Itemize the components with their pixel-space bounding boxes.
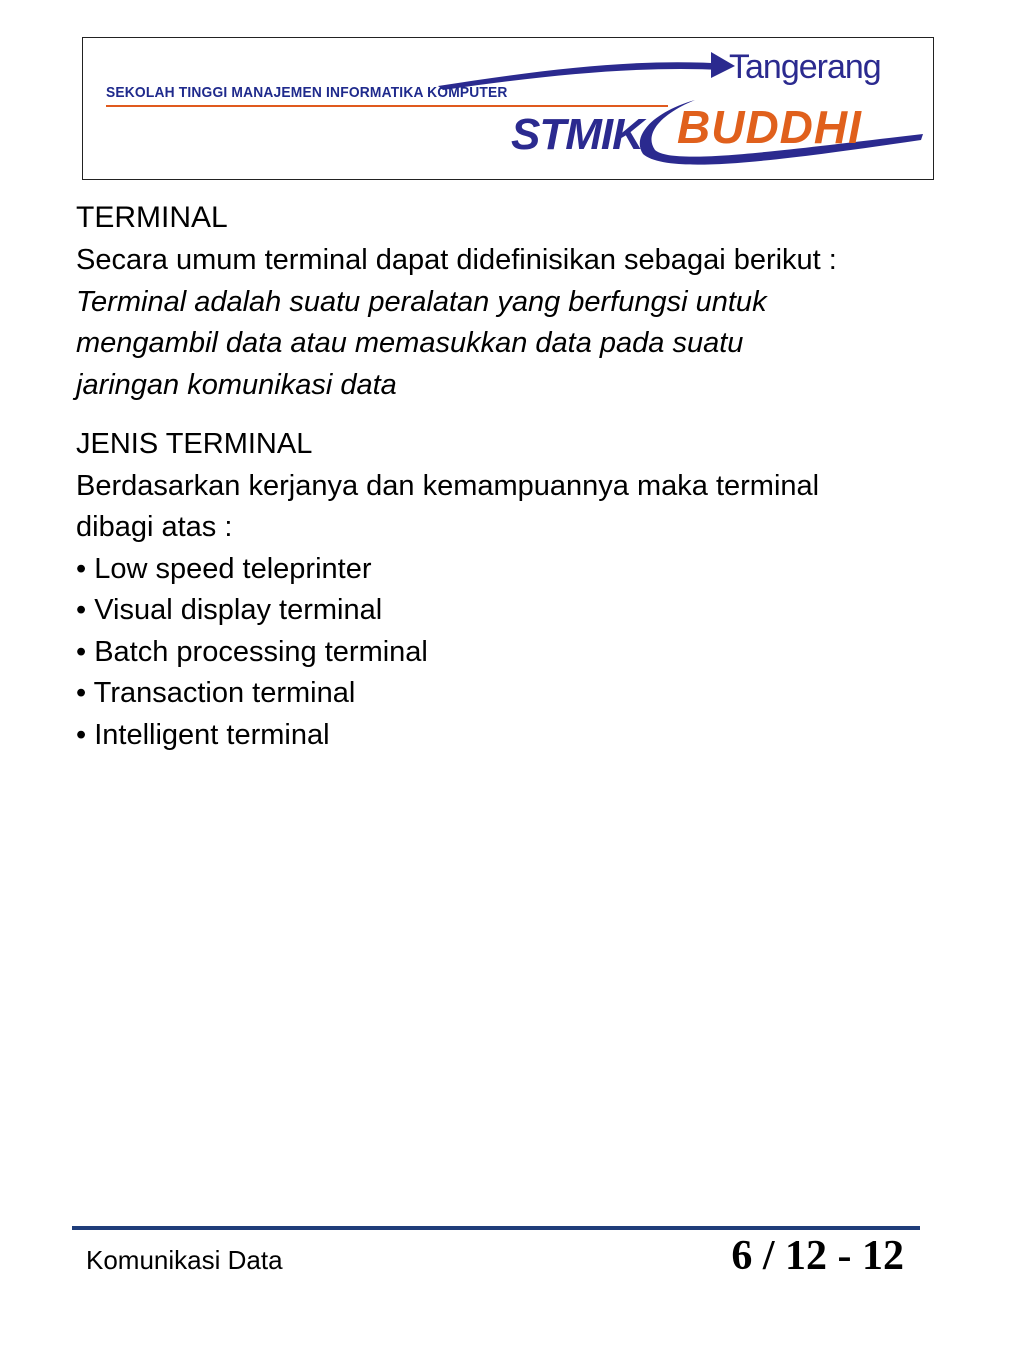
definition-line: mengambil data atau memasukkan data pada suatu: [76, 327, 744, 359]
slide-content: [76, 196, 996, 756]
definition-line: Terminal adalah suatu peralatan yang berfungsi untuk: [76, 285, 767, 318]
intro-text: Secara umum terminal dapat didefinisikan sebagai berikut :: [76, 244, 837, 276]
list-item: • Batch processing terminal: [76, 635, 428, 668]
list-item: • Intelligent terminal: [76, 718, 330, 751]
city-name: Tangerang: [729, 48, 881, 86]
footer-divider: [72, 1226, 920, 1230]
list-item: • Visual display terminal: [76, 594, 383, 626]
footer-course-name: Komunikasi Data: [86, 1245, 283, 1275]
types-intro-line: Berdasarkan kerjanya dan kemampuannya maka terminal: [76, 469, 820, 502]
section-title: TERMINAL: [76, 201, 228, 234]
school-name: SEKOLAH TINGGI MANAJEMEN INFORMATIKA KOMPUTER: [106, 84, 508, 101]
list-item: • Transaction terminal: [76, 677, 356, 709]
footer-page-number: 6 / 12 - 12: [731, 1233, 904, 1279]
list-item: • Low speed teleprinter: [76, 552, 372, 585]
types-intro-line: dibagi atas :: [76, 511, 233, 543]
types-title: JENIS TERMINAL: [76, 428, 313, 460]
school-name-underline: [106, 105, 668, 107]
definition-line: jaringan komunikasi data: [76, 368, 397, 401]
buddhi-logo-text: BUDDHI: [677, 101, 862, 153]
header-logo-box: [82, 37, 934, 180]
stmik-logo-text: STMIK: [511, 110, 643, 159]
